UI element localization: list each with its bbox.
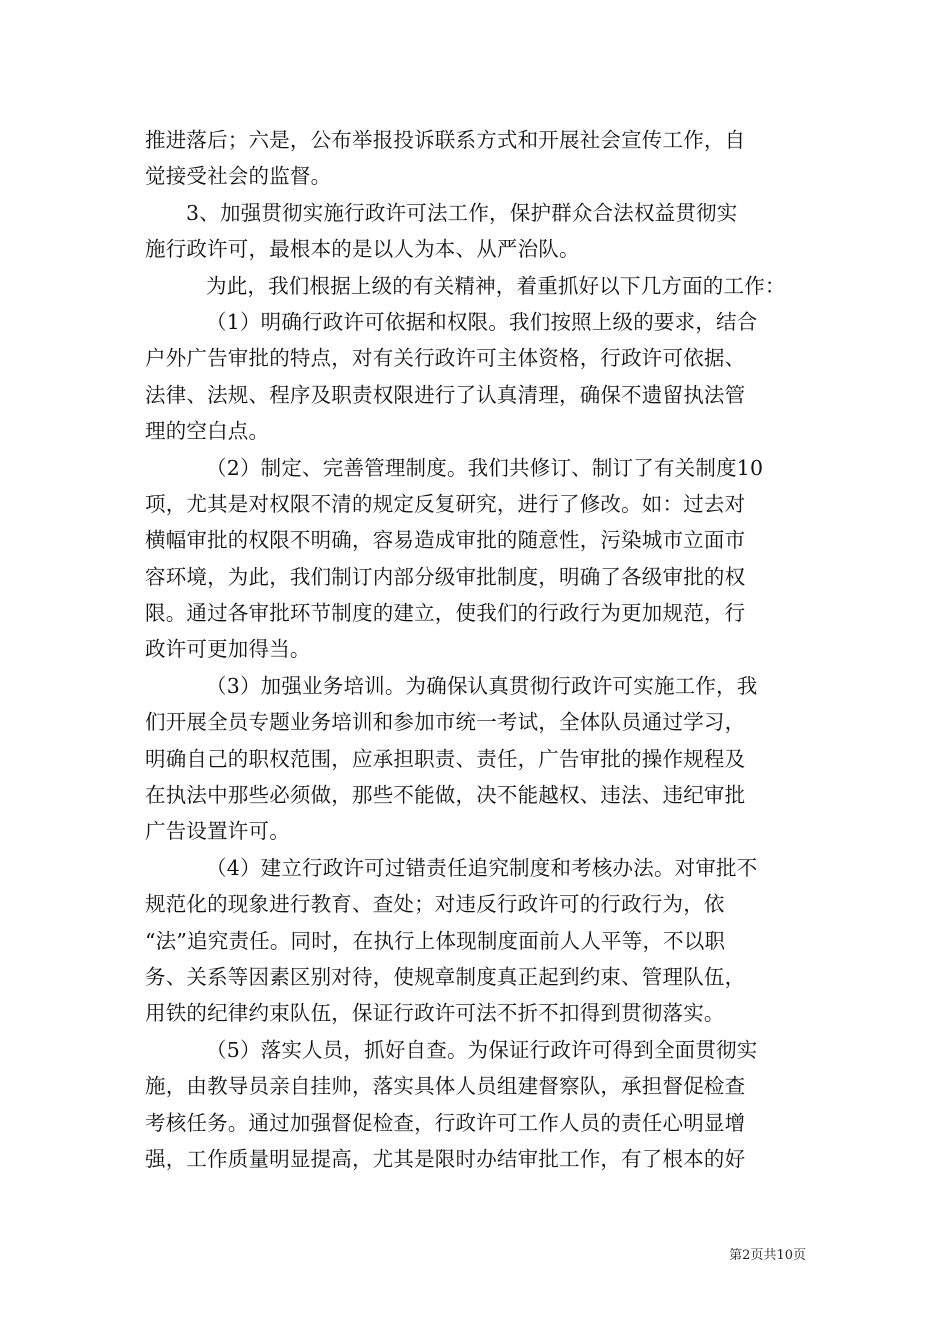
- text-line: 户外广告审批的特点，对有关行政许可主体资格，行政许可依据、: [145, 346, 746, 371]
- text-line: （1）明确行政许可依据和权限。我们按照上级的要求，结合: [206, 309, 758, 334]
- text-line: 理的空白点。: [145, 419, 270, 444]
- text-line: （4）建立行政许可过错责任追究制度和考核办法。对审批不: [206, 855, 758, 880]
- text-line: 3、加强贯彻实施行政许可法工作，保护群众合法权益贯彻实: [186, 200, 738, 225]
- text-line: 法律、法规、程序及职责权限进行了认真清理，确保不遗留执法管: [145, 382, 746, 407]
- text-line: 为此，我们根据上级的有关精神，着重抓好以下几方面的工作：: [206, 273, 786, 298]
- text-line: 施行政许可，最根本的是以人为本、从严治队。: [145, 237, 580, 262]
- text-line: 容环境，为此，我们制订内部分级审批制度，明确了各级审批的权: [145, 564, 746, 589]
- text-line: 强，工作质量明显提高，尤其是限时办结审批工作，有了根本的好: [145, 1146, 746, 1171]
- text-line: 施，由教导员亲自挂帅，落实具体人员组建督察队，承担督促检查: [145, 1074, 746, 1099]
- text-line: 推进落后；六是，公布举报投诉联系方式和开展社会宣传工作，自: [145, 128, 746, 152]
- text-line: （3）加强业务培训。为确保认真贯彻行政许可实施工作，我: [206, 673, 758, 698]
- text-line: 考核任务。通过加强督促检查，行政许可工作人员的责任心明显增: [145, 1110, 746, 1135]
- text-line: 规范化的现象进行教育、查处；对违反行政许可的行政行为，依: [145, 892, 725, 917]
- text-line: 在执法中那些必须做，那些不能做，决不能越权、违法、违纪审批: [145, 783, 746, 808]
- text-line: 横幅审批的权限不明确，容易造成审批的随意性，污染城市立面市: [145, 528, 746, 553]
- text-line: 广告设置许可。: [145, 819, 290, 844]
- text-line: 政许可更加得当。: [145, 637, 311, 662]
- text-line: （2）制定、完善管理制度。我们共修订、制订了有关制度10: [206, 455, 764, 480]
- text-line: 觉接受社会的监督。: [145, 164, 332, 189]
- text-line: 明确自己的职权范围，应承担职责、责任，广告审批的操作规程及: [145, 746, 746, 771]
- page-number: 第2页共10页: [729, 1248, 806, 1263]
- text-line: 限。通过各审批环节制度的建立，使我们的行政行为更加规范，行: [145, 601, 746, 626]
- text-line: 务、关系等因素区别对待，使规章制度真正起到约束、管理队伍，: [145, 964, 746, 989]
- text-line: 们开展全员专题业务培训和参加市统一考试，全体队员通过学习，: [145, 710, 746, 735]
- text-line: 项，尤其是对权限不清的规定反复研究，进行了修改。如：过去对: [145, 491, 746, 516]
- text-line: 用铁的纪律约束队伍，保证行政许可法不折不扣得到贯彻落实。: [145, 1001, 725, 1026]
- text-line: “法”追究责任。同时，在执行上体现制度面前人人平等，不以职: [145, 928, 726, 953]
- body-text: [145, 122, 815, 1177]
- text-line: （5）落实人员，抓好自查。为保证行政许可得到全面贯彻实: [206, 1037, 758, 1062]
